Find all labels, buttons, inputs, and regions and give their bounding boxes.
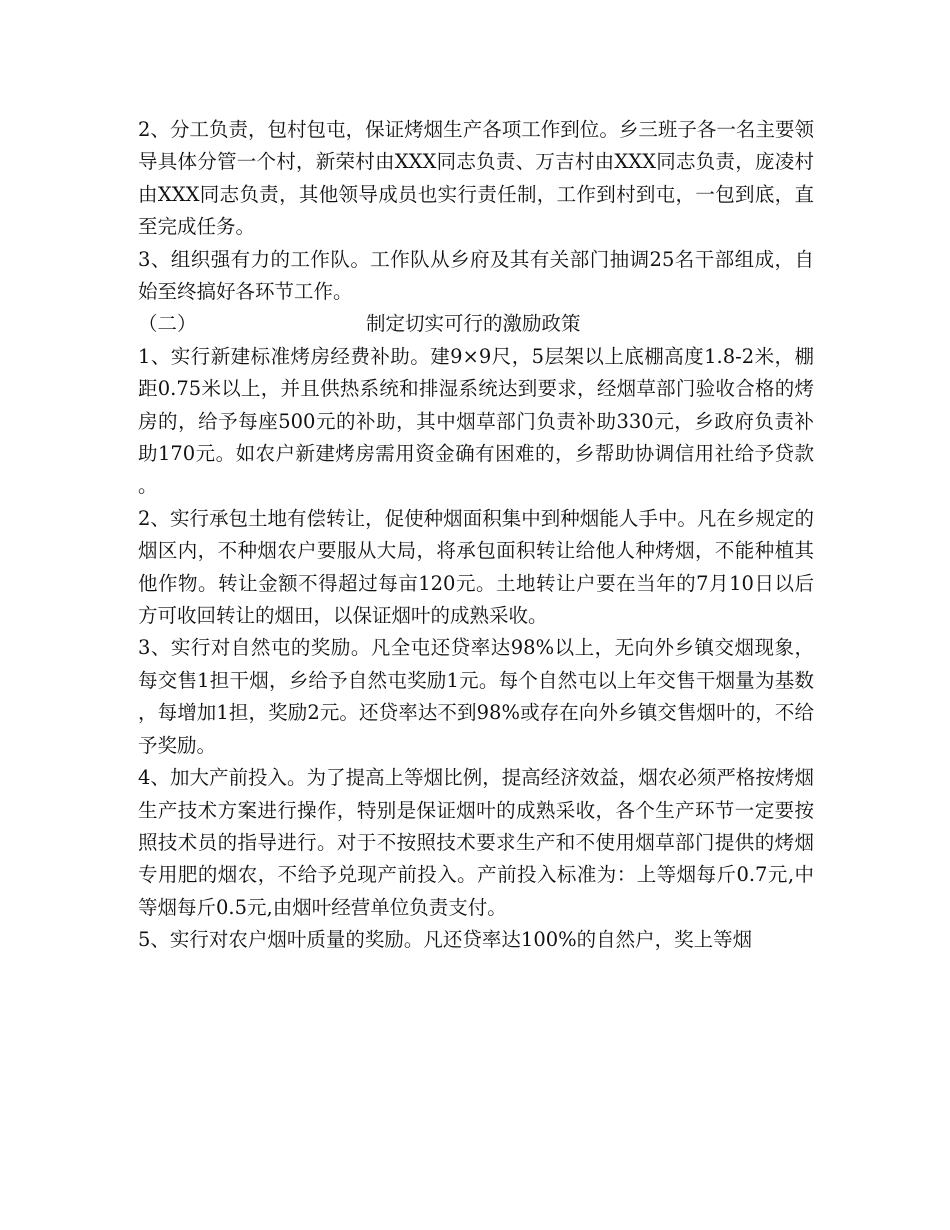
paragraph-5-quality-reward: 5、实行对农户烟叶质量的奖励。凡还贷率达100%的自然户，奖上等烟 bbox=[138, 928, 753, 952]
paragraph-2-land-transfer: 2、实行承包土地有偿转让，促使种烟面积集中到种烟能人手中。凡在乡规定的烟区内，不种烟农户要服从大局，将承包面积转让给他人种烤烟，不能种植其他作物。转让金额不得超过每亩120元。土地转让户要在当年的7月10日以后方可收回转让的烟田，以保证烟叶的成熟采收。 bbox=[138, 506, 814, 628]
paragraph-4-preproduction-investment: 4、加大产前投入。为了提高上等烟比例，提高经济效益，烟农必须严格按烤烟生产技术方案进行操作，特别是保证烟叶的成熟采收，各个生产环节一定要按照技术员的指导进行。对于不按照技术要求生产和不使用烟草部门提供的烤烟专用肥的烟农，不给予兑现产前投入。产前投入标准为：上等烟每斤0.7元,中等烟每斤0.5元,由烟叶经营单位负责支付。 bbox=[138, 766, 814, 919]
paragraph-3-village-reward: 3、实行对自然屯的奖励。凡全屯还贷率达98%以上，无向外乡镇交烟现象，每交售1担干烟，乡给予自然屯奖励1元。每个自然屯以上年交售干烟量为基数，每增加1担，奖励2元。还贷率达不到98%或存在向外乡镇交售烟叶的，不给予奖励。 bbox=[138, 636, 814, 757]
paragraph-1-curing-barn-subsidy: 1、实行新建标准烤房经费补助。建9×9尺，5层架以上底棚高度1.8-2米，棚距0.75米以上，并且供热系统和排湿系统达到要求，经烟草部门验收合格的烤房的，给予每座500元的补助，其中烟草部门负责补助330元，乡政府负责补助170元。如农户新建烤房需用资金确有困难的，乡帮助协调信用社给予贷款。 bbox=[138, 344, 814, 498]
paragraph-3-work-team: 3、组织强有力的工作队。工作队从乡府及其有关部门抽调25名干部组成，自始至终搞好各环节工作。 bbox=[138, 247, 814, 304]
section-title: 制定切实可行的激励政策 bbox=[366, 312, 581, 336]
section-heading bbox=[138, 308, 814, 340]
paragraph-2-assignment: 2、分工负责，包村包屯，保证烤烟生产各项工作到位。乡三班子各一名主要领导具体分管一个村，新荣村由XXX同志负责、万吉村由XXX同志负责，庞凌村由XXX同志负责，其他领导成员也实行责任制，工作到村到屯，一包到底，直至完成任务。 bbox=[138, 118, 814, 239]
document-page bbox=[138, 114, 814, 957]
section-number: （二） bbox=[138, 312, 197, 336]
